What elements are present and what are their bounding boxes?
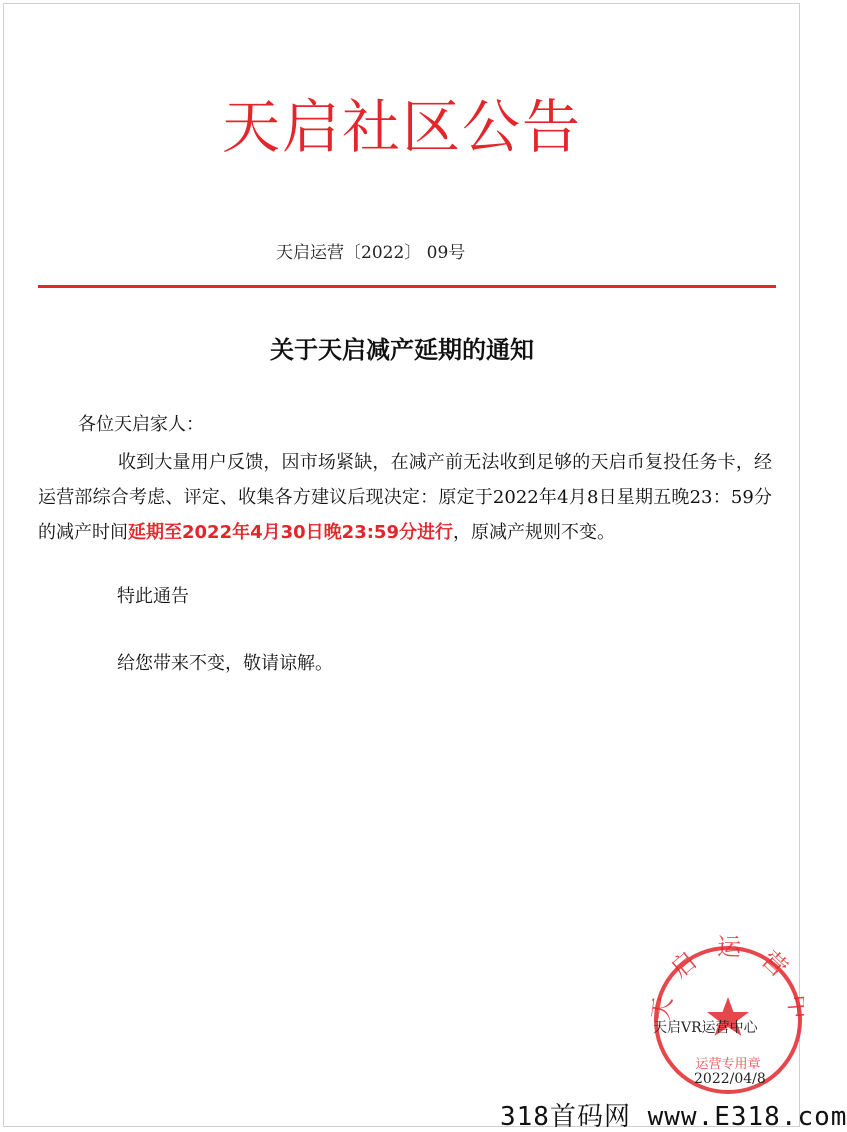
salutation: 各位天启家人： <box>78 414 204 435</box>
body-highlight: 延期至2022年4月30日晚23:59分进行 <box>128 522 453 543</box>
stamp-ring-text: 天 启 运 营 <box>648 935 798 1023</box>
stamp-bottom-label: 运营专用章 <box>695 1057 761 1072</box>
document-title: 天启社区公告 <box>221 93 582 161</box>
closing-notice: 特此通告 <box>117 586 189 607</box>
body-text-after: ，原减产规则不变。 <box>452 522 615 543</box>
notice-body <box>38 445 772 550</box>
closing-apology: 给您带来不变，敬请谅解。 <box>117 653 333 674</box>
body-text-before: 收到大量用户反馈，因市场紧缺，在减产前无法收到足够的天启币复投任务卡，经运营部综合考虑、评定、收集各方建议后现决定：原定于2022年4月8日星期五晚23：59分的减产时间 <box>38 452 772 543</box>
notice-title: 关于天启减产延期的通知 <box>270 336 534 364</box>
document-number: 天启运营〔2022〕 09号 <box>276 243 466 263</box>
stamp-center-label: 天启VR运营中心 <box>653 1020 758 1036</box>
stamp-date: 2022/04/8 <box>694 1071 766 1087</box>
site-watermark: 318首码网 www.E318.com <box>500 1102 847 1132</box>
official-stamp <box>648 935 804 1095</box>
header-divider <box>38 285 776 288</box>
